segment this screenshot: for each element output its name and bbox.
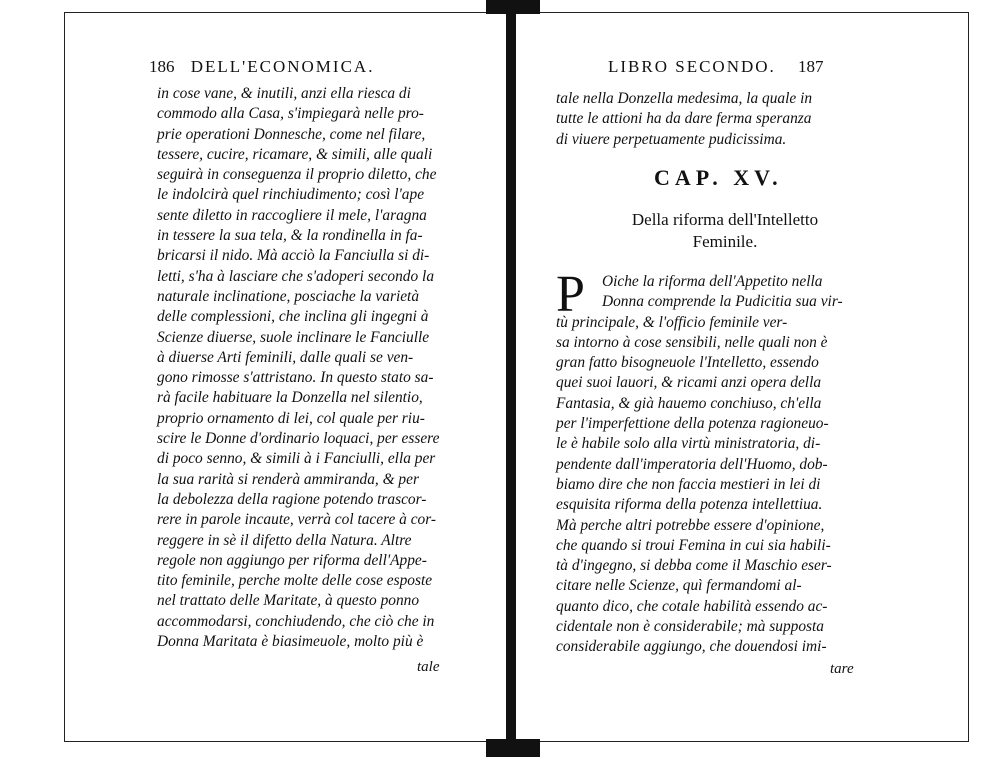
chapter-heading: CAP. XV.	[654, 165, 783, 190]
chapter-title-line-1: Della riforma dell'Intelletto	[631, 210, 819, 229]
text-line: la debolezza della ragione potendo trascor-	[157, 490, 427, 508]
right-page-number: 187	[798, 57, 824, 76]
text-line: le è habile solo alla virtù ministratoria, di-	[556, 435, 821, 453]
left-page	[64, 12, 491, 742]
text-line: di viuere perpetuamente pudicissima.	[556, 130, 787, 148]
text-line: prie operationi Donnesche, come nel filare,	[157, 125, 426, 143]
right-top-text	[556, 89, 876, 150]
text-line: per l'imperfettione della potenza ragioneuo-	[556, 415, 829, 433]
text-line: sa intorno à cose sensibili, nelle quali non è	[556, 333, 828, 351]
right-catchword: tare	[830, 661, 854, 677]
text-line: Oiche la riforma dell'Appetito nella	[602, 273, 823, 290]
text-line: seguirà in conseguenza il proprio diletto, che	[157, 166, 437, 184]
text-line: rà facile habituare la Donzella nel silentio,	[157, 389, 423, 407]
text-line: in cose vane, & inutili, anzi ella riesca di	[157, 85, 411, 102]
text-line: tà d'ingegno, si debba come il Maschio eser-	[556, 557, 832, 575]
text-line: di poco senno, & simili à i Fanciulli, ella per	[157, 450, 436, 468]
text-line: Fantasia, & già hauemo conchiuso, ch'ella	[556, 394, 822, 412]
text-line: tù principale, & l'officio feminile ver-	[556, 313, 788, 331]
text-line: considerabile aggiungo, che douendosi imi-	[556, 638, 827, 656]
right-page	[508, 12, 969, 742]
text-line: delle complessioni, che inclina gli ingegni à	[157, 308, 429, 326]
left-body-text	[157, 84, 447, 652]
left-running-head	[149, 57, 374, 77]
text-line: naturale inclinatione, posciache la varietà	[157, 287, 420, 305]
chapter-title-line-2: Feminile.	[692, 232, 758, 251]
text-line: proprio ornamento di lei, col quale per riu-	[157, 409, 425, 427]
left-catchword: tale	[417, 659, 440, 675]
right-running-head	[608, 57, 824, 77]
text-line: gran fatto bisogneuole l'Intelletto, essendo	[556, 354, 819, 372]
text-line: sente diletto in raccogliere il mele, l'aragna	[157, 206, 427, 224]
text-line: esquisita riforma della potenza intellettiua.	[556, 496, 823, 514]
text-line: commodo alla Casa, s'impiegarà nelle pro-	[157, 105, 424, 123]
spine-bottom-clamp	[486, 739, 540, 757]
text-line: tale nella Donzella medesima, la quale in	[556, 90, 813, 107]
text-line: pendente dall'imperatoria dell'Huomo, dob-	[556, 455, 828, 473]
text-line: quei suoi lauori, & ricami anzi opera della	[556, 374, 822, 392]
right-running-head-title: LIBRO SECONDO.	[608, 57, 776, 76]
text-line: citare nelle Scienze, quì fermandomi al-	[556, 577, 802, 595]
spine-top-clamp	[486, 0, 540, 14]
text-line: regole non aggiungo per riforma dell'Appe-	[157, 551, 427, 569]
text-line: scire le Donne d'ordinario loquaci, per essere	[157, 430, 440, 448]
text-line: letti, s'ha à lasciare che s'adoperi secondo la	[157, 267, 435, 285]
text-line: accommodarsi, conchiudendo, che ciò che in	[157, 612, 435, 630]
text-line: Scienze diuerse, suole inclinare le Fanciulle	[157, 328, 430, 346]
drop-cap: P	[556, 266, 585, 323]
text-line: tessere, cucire, ricamare, & simili, alle quali	[157, 145, 433, 163]
text-line: la sua rarità si renderà ammiranda, & per	[157, 470, 419, 488]
left-running-head-title: DELL'ECONOMICA.	[190, 57, 375, 76]
text-line: rere in parole incaute, verrà col tacere à cor-	[157, 511, 437, 529]
text-line: in tessere la sua tela, & la rondinella in fa-	[157, 227, 423, 245]
text-line: gono rimosse s'attristano. In questo stato sa-	[157, 369, 434, 387]
text-line: reggere in sè il difetto della Natura. Altre	[157, 531, 412, 549]
book-spine	[506, 14, 516, 740]
text-line: tito feminile, perche molte delle cose esposte	[157, 572, 433, 590]
text-line: à diuerse Arti feminili, dalle quali se ven-	[157, 348, 414, 366]
text-line: che quando si troui Femina in cui sia habili-	[556, 536, 831, 554]
chapter-title	[600, 209, 850, 253]
text-line: bricarsi il nido. Mà acciò la Fanciulla si di-	[157, 247, 430, 265]
text-line: cidentale non è considerabile; mà supposta	[556, 618, 825, 636]
text-line: le indolcirà quel rinchiudimento; così l'ape	[157, 186, 425, 204]
text-line: biamo dire che non faccia mestieri in lei di	[556, 475, 821, 493]
text-line: tutte le attioni ha da dare ferma speranza	[556, 110, 812, 128]
text-line: Donna comprende la Pudicitia sua vir-	[602, 293, 843, 311]
text-line: nel trattato delle Maritate, à questo ponno	[157, 592, 420, 610]
right-body-text	[556, 272, 886, 658]
left-page-number: 186	[149, 57, 175, 76]
text-line: Mà perche altri potrebbe essere d'opinione,	[556, 516, 825, 534]
text-line: Donna Maritata è biasimeuole, molto più è	[157, 633, 424, 651]
text-line: quanto dico, che cotale habilità essendo ac-	[556, 597, 828, 615]
